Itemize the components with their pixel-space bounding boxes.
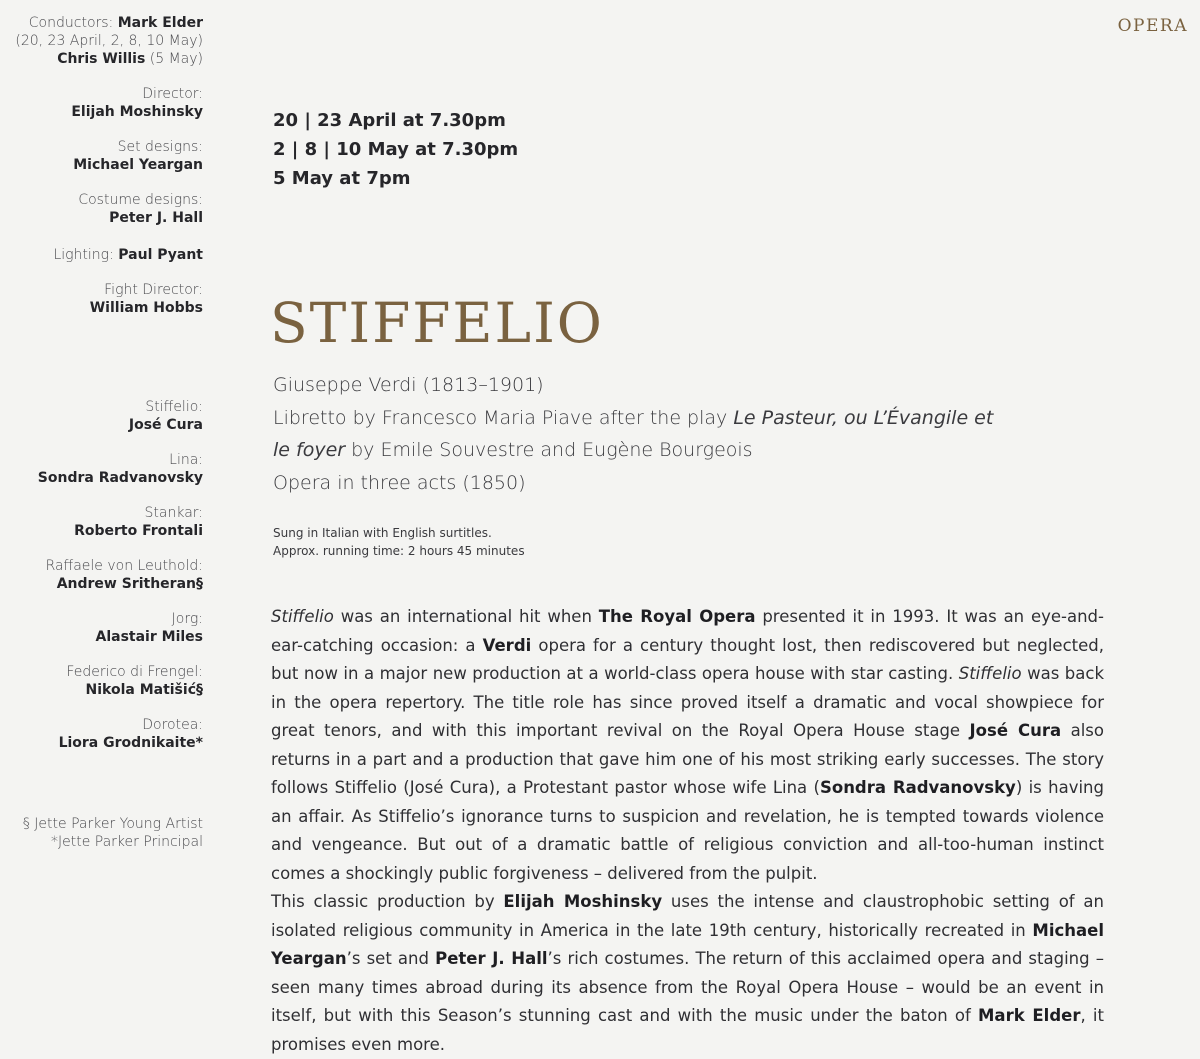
libretto-line-2 (273, 434, 1073, 467)
lighting-credit (0, 244, 203, 264)
footnote: *Jette Parker Principal (50, 834, 203, 850)
cast-name: Andrew Sritheran (56, 576, 196, 592)
text-segment: ) is having an affair. As Stiffelio’s ignorance turns to suspicion and revelation, he is tempted towards violence and vengeance. But out of a dramatic battle of religious conviction and all-too-human instinct comes a shockingly public forgiveness – delivered from the pulpit. (271, 778, 1104, 883)
conductor-2-line (0, 50, 203, 68)
section-label: OPERA (1117, 16, 1188, 36)
lighting-line (53, 247, 203, 263)
cast-name-line (0, 575, 203, 593)
lighting-role: Lighting: (53, 247, 114, 263)
description-paragraph-1 (271, 603, 1104, 888)
text-segment: ’s rich costumes. The return of this acclaimed opera and staging – seen many times abroad during its absence from the Royal Opera House – would be an event in itself, but with this Season’s stunning cast and with the music under the baton of (271, 949, 1104, 1025)
costume-design-credit (0, 191, 203, 227)
cast-item (0, 504, 203, 540)
highlighted-name: Mark Elder (978, 1006, 1081, 1025)
cast-role: Jorg: (171, 611, 203, 627)
text-segment: ’s set and (346, 949, 436, 968)
italic-title: Stiffelio (271, 607, 334, 626)
cast-name: Roberto Frontali (74, 523, 203, 539)
set-design-credit (0, 138, 203, 174)
cast-role: Lina: (169, 452, 203, 468)
director-name: Elijah Moshinsky (71, 104, 203, 120)
text-segment: was an international hit when (333, 607, 599, 626)
date-line: 20 | 23 April at 7.30pm (273, 110, 506, 131)
conductors-role: Conductors: (28, 15, 114, 31)
running-time-note: Approx. running time: 2 hours 45 minutes (273, 544, 525, 558)
text-segment: uses the intense and claustrophobic setting of an isolated religious community in America in the late 19th century, historically recreated in (271, 892, 1104, 940)
highlighted-name: Verdi (482, 635, 532, 655)
cast-mark: § (196, 576, 203, 592)
footnotes (0, 815, 203, 851)
cast-name: Sondra Radvanovsky (37, 470, 203, 486)
text-segment: presented it in 1993. It was an eye-and-ear-catching occasion: a (271, 607, 1104, 655)
conductors-line (29, 15, 203, 31)
italic-title: Stiffelio (958, 664, 1022, 683)
cast-name: Liora Grodnikaite (58, 735, 196, 751)
performance-dates (273, 106, 518, 193)
opera-details (273, 369, 1073, 499)
creative-team (0, 12, 203, 334)
cast-role: Dorotea: (142, 717, 203, 733)
cast-name: José Cura (128, 417, 203, 433)
director-role: Director: (142, 86, 203, 102)
date-line: 5 May at 7pm (273, 168, 411, 189)
text-segment: , it promises even more. (271, 1006, 1104, 1054)
cast-item (0, 716, 203, 752)
highlighted-name: Elijah Moshinsky (503, 892, 663, 911)
highlighted-name: Sondra Radvanovsky (819, 778, 1016, 797)
conductor-2-name: Chris Willis (57, 51, 146, 67)
conductor-2-dates: (5 May) (149, 51, 203, 67)
set-design-name: Michael Yeargan (73, 157, 203, 173)
lighting-name: Paul Pyant (118, 247, 203, 263)
highlighted-name: Peter J. Hall (435, 949, 548, 968)
cast-role: Federico di Frengel: (66, 664, 203, 680)
cast-name-line (0, 681, 203, 699)
cast-role: Stiffelio: (145, 399, 203, 415)
cast-role: Stankar: (144, 505, 203, 521)
composer: Giuseppe Verdi (1813–1901) (273, 374, 544, 396)
text-segment: also returns in a part and a production that gave him one of his most striking early successes. The story follows Stiffelio (José Cura), a Protestant pastor whose wife Lina ( (271, 721, 1104, 797)
opera-title: STIFFELIO (270, 291, 604, 355)
fight-director-name: William Hobbs (89, 300, 203, 316)
libretto-prefix: Libretto by Francesco Maria Piave after the play (273, 406, 734, 429)
fight-director-role: Fight Director: (104, 282, 203, 298)
director-credit (0, 85, 203, 121)
cast-item (0, 451, 203, 487)
libretto-play-title-cont: le foyer (273, 439, 346, 461)
cast-role: Raffaele von Leuthold: (45, 558, 203, 574)
text-segment: opera for a century thought lost, then rediscovered but neglected, but now in a major new production at a world-class opera house with star casting. (271, 635, 1104, 683)
description-paragraph-2 (271, 888, 1104, 1059)
fight-director-credit (0, 281, 203, 317)
libretto-play-title: Le Pasteur, ou L’Évangile et (733, 406, 994, 429)
highlighted-name: Michael Yeargan (271, 920, 1104, 968)
costume-design-name: Peter J. Hall (109, 210, 203, 226)
conductor-1-dates: (20, 23 April, 2, 8, 10 May) (15, 33, 203, 49)
cast-mark: § (196, 682, 203, 698)
cast-name: Alastair Miles (95, 629, 203, 645)
highlighted-name: José Cura (969, 721, 1062, 740)
cast-item (0, 663, 203, 699)
set-design-role: Set designs: (117, 139, 203, 155)
libretto-authors: by Emile Souvestre and Eugène Bourgeois (345, 439, 753, 461)
cast-item (0, 398, 203, 434)
conductors-credit (0, 12, 203, 68)
surtitles-note: Sung in Italian with English surtitles. (273, 526, 492, 540)
performance-notes (273, 524, 525, 560)
cast-name: Nikola Matišić (85, 682, 196, 698)
cast-item (0, 610, 203, 646)
highlighted-name: The Royal Opera (598, 607, 756, 626)
conductor-1-name: Mark Elder (117, 15, 203, 31)
text-segment: This classic production by (271, 892, 504, 911)
footnote: § Jette Parker Young Artist (22, 816, 203, 832)
libretto-line-1 (273, 402, 1073, 435)
text-segment: was back in the opera repertory. The title role has since proved itself a dramatic and vocal showpiece for great tenors, and with this important revival on the Royal Opera House stage (271, 664, 1104, 740)
date-line: 2 | 8 | 10 May at 7.30pm (273, 139, 519, 160)
cast-name-line (0, 734, 203, 752)
opera-type: Opera in three acts (1850) (273, 471, 526, 494)
cast-item (0, 557, 203, 593)
cast-mark: * (195, 735, 203, 751)
cast-list (0, 398, 203, 769)
costume-design-role: Costume designs: (78, 192, 203, 208)
